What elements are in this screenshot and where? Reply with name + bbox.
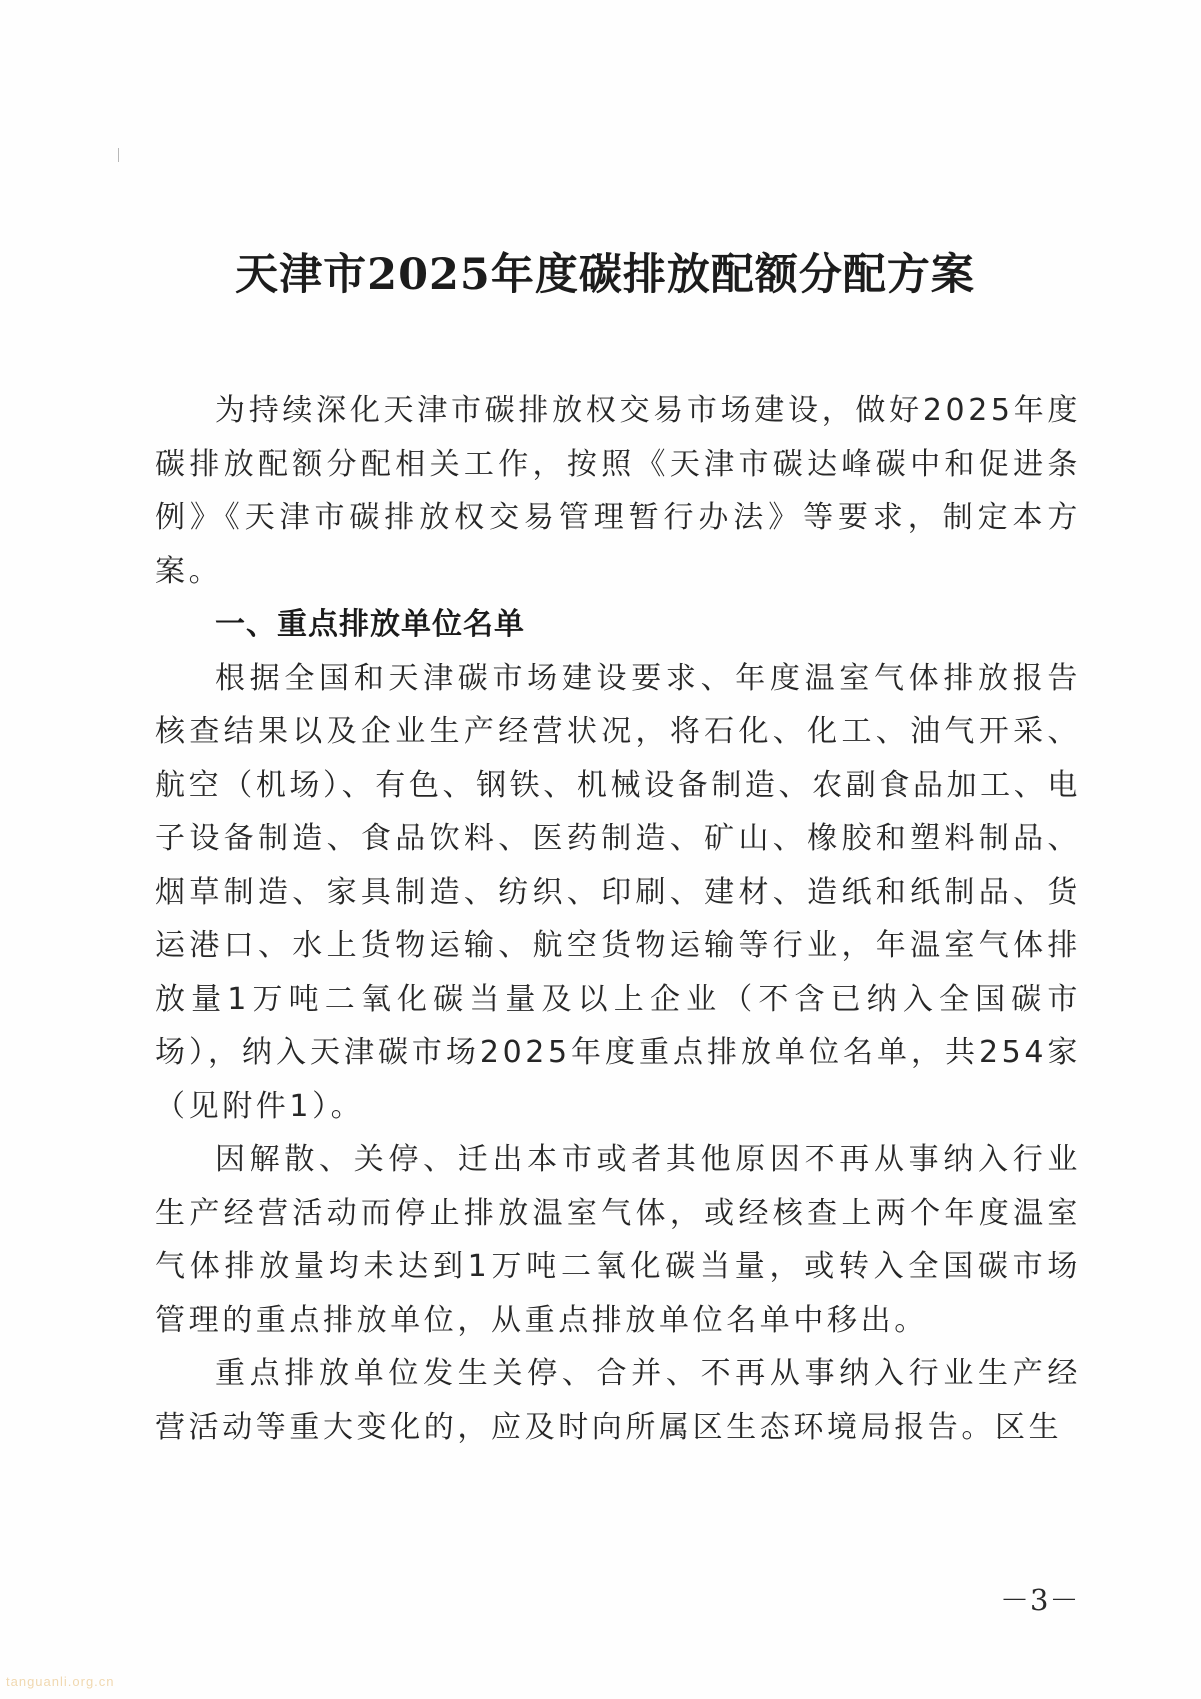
intro-paragraph: 为持续深化天津市碳排放权交易市场建设，做好2025年度碳排放配额分配相关工作，按照《天津市碳达峰碳中和促进条例》《天津市碳排放权交易管理暂行办法》等要求，制定本方案。 — [155, 393, 1081, 589]
section-paragraph-3: 重点排放单位发生关停、合并、不再从事纳入行业生产经营活动等重大变化的，应及时向所属区生态环境局报告。区生 — [155, 1356, 1081, 1445]
section-paragraph-2: 因解散、关停、迁出本市或者其他原因不再从事纳入行业生产经营活动而停止排放温室气体，或经核查上两个年度温室气体排放量均未达到1万吨二氧化碳当量，或转入全国碳市场管理的重点排放单位，从重点排放单位名单中移出。 — [155, 1142, 1081, 1338]
page-number: －3－ — [1000, 1583, 1080, 1617]
section-heading: 一、重点排放单位名单 — [215, 607, 525, 642]
document-body — [155, 384, 1081, 1454]
scan-mark — [118, 148, 119, 162]
document-title: 天津市2025年度碳排放配额分配方案 — [235, 250, 975, 300]
watermark-text: tanguanli.org.cn — [6, 1674, 115, 1689]
section-paragraph-1: 根据全国和天津碳市场建设要求、年度温室气体排放报告核查结果以及企业生产经营状况，将石化、化工、油气开采、航空（机场）、有色、钢铁、机械设备制造、农副食品加工、电子设备制造、食品饮料、医药制造、矿山、橡胶和塑料制品、烟草制造、家具制造、纺织、印刷、建材、造纸和纸制品、货运港口、水上货物运输、航空货物运输等行业，年温室气体排放量1万吨二氧化碳当量及以上企业（不含已纳入全国碳市场），纳入天津碳市场2025年度重点排放单位名单，共254家（见附件1）。 — [155, 660, 1081, 1124]
